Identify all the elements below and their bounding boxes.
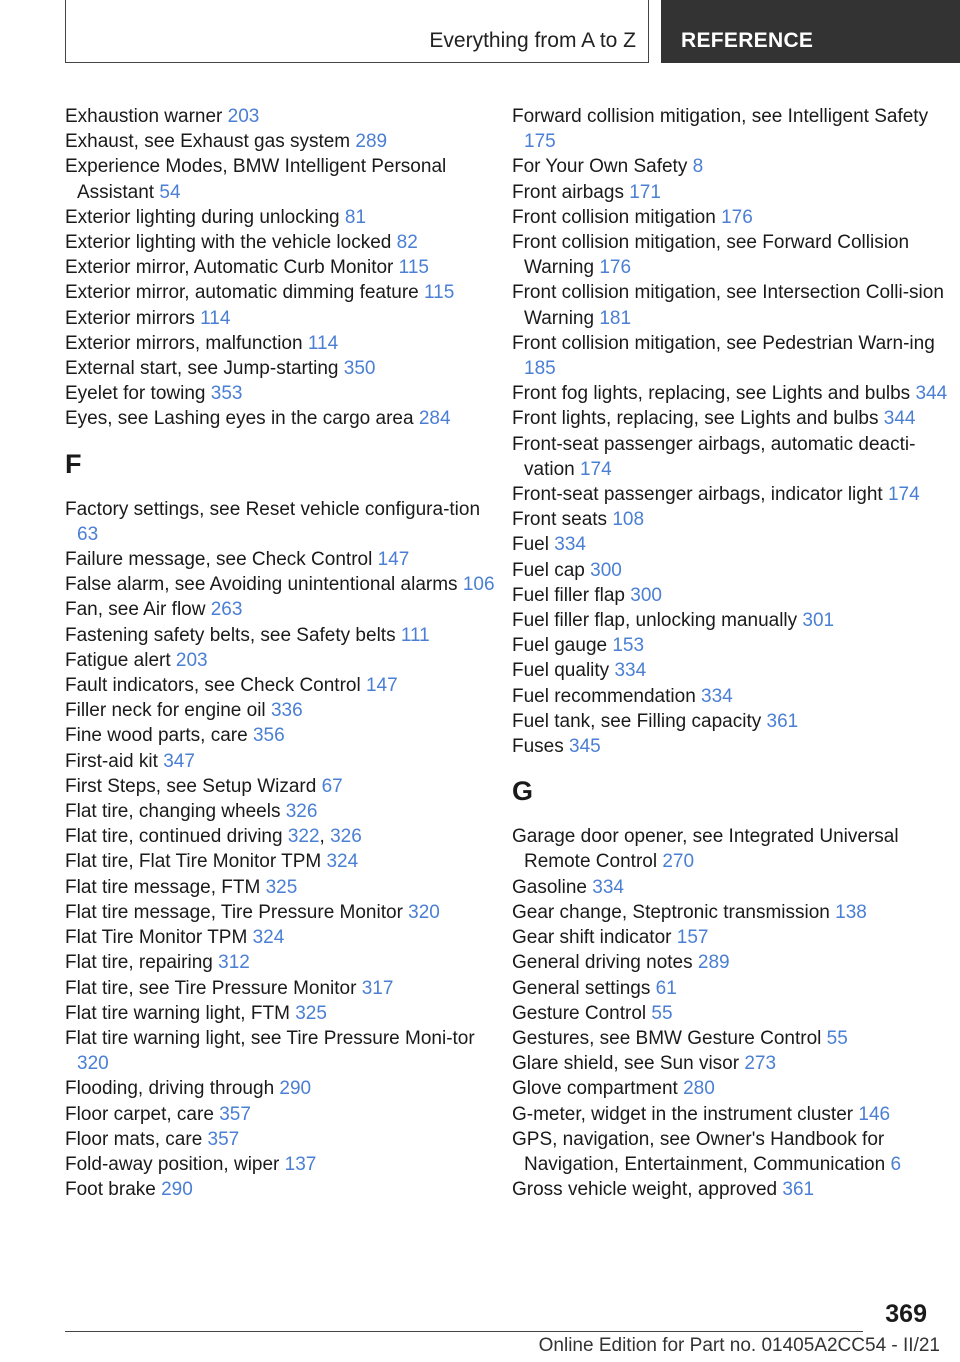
index-entry <box>512 1001 952 1026</box>
index-entry <box>65 1026 505 1076</box>
index-entry <box>512 658 952 683</box>
index-entry <box>512 950 952 975</box>
entry-list <box>65 497 505 1203</box>
index-entry <box>512 432 952 482</box>
entry-label: Eyelet for towing <box>65 383 206 405</box>
page-link[interactable]: 301 <box>802 610 835 632</box>
index-entry <box>512 104 952 154</box>
index-entry <box>512 205 952 230</box>
page-link[interactable]: 147 <box>365 675 398 697</box>
entry-label: Front collision mitigation, see Forward Collision Warning <box>512 232 910 279</box>
index-entry: Flat tire, continued driving 322, 326 <box>65 826 362 848</box>
entry-label: Gear shift indicator <box>512 927 672 949</box>
entry-label: Fuel recommendation <box>512 685 696 707</box>
index-entry <box>512 976 952 1001</box>
entry-label: Exterior mirror, Automatic Curb Monitor <box>65 257 394 279</box>
page-link[interactable]: 334 <box>592 876 624 898</box>
page-link[interactable]: 289 <box>697 952 730 974</box>
entry-label: Gasoline <box>512 876 587 898</box>
page-link[interactable]: 334 <box>701 685 733 707</box>
page-link[interactable]: 357 <box>219 1103 251 1125</box>
edition-text: Online Edition for Part no. 01405A2CC54 - II/21 <box>538 1335 940 1356</box>
index-entry <box>512 900 952 925</box>
index-entry <box>512 608 952 633</box>
page-link[interactable]: 289 <box>355 131 388 153</box>
entry-label: GPS, navigation, see Owner's Handbook for Navigation, Entertainment, Communication <box>512 1128 886 1175</box>
index-entry <box>65 255 505 280</box>
index-entry <box>512 230 952 280</box>
entry-label: Exhaustion warner <box>65 106 223 127</box>
page-link[interactable]: 324 <box>326 851 359 873</box>
entry-label: Fold-away position, wiper <box>65 1153 280 1175</box>
entry-label: Front-seat passenger airbags, indicator light <box>512 484 883 506</box>
page-link[interactable]: 67 <box>321 775 343 797</box>
index-entry <box>65 698 505 723</box>
index-entry <box>512 1076 952 1101</box>
page-link[interactable]: 55 <box>826 1027 848 1049</box>
page-link[interactable]: 137 <box>284 1153 317 1175</box>
entry-label: General driving notes <box>512 952 693 974</box>
page-number: 369 <box>885 1300 927 1328</box>
index-entry <box>512 583 952 608</box>
page-link[interactable]: 63 <box>77 523 99 545</box>
entry-label: First-aid kit <box>65 750 158 772</box>
page-link[interactable]: 290 <box>279 1078 312 1100</box>
page-link[interactable]: 61 <box>655 977 677 999</box>
page-link[interactable]: 270 <box>662 851 695 873</box>
index-entry <box>65 875 505 900</box>
index-entry <box>512 734 952 759</box>
index-entry <box>65 104 505 129</box>
page-link[interactable]: 8 <box>692 156 704 178</box>
entry-label: Glove compartment <box>512 1078 678 1100</box>
index-entry <box>65 406 505 431</box>
entry-label: Flat tire warning light, see Tire Pressure Moni‐tor <box>65 1027 475 1049</box>
page-link[interactable]: 300 <box>630 584 662 606</box>
index-entry <box>65 129 505 154</box>
entry-label: Fuel tank, see Filling capacity <box>512 710 762 732</box>
entry-label: Flat tire message, Tire Pressure Monitor <box>65 901 403 923</box>
page-link[interactable]: 350 <box>343 358 376 380</box>
page-link[interactable]: 280 <box>683 1078 715 1100</box>
index-entry <box>512 1026 952 1051</box>
index-entry <box>65 497 505 547</box>
section-letter-g: G <box>512 776 534 807</box>
entry-label: Flat Tire Monitor TPM <box>65 927 248 949</box>
index-entry <box>65 774 505 799</box>
entry-label: Flat tire, continued driving <box>65 826 283 848</box>
entry-label: False alarm, see Avoiding unintentional alarms <box>65 574 458 596</box>
index-entry <box>512 925 952 950</box>
page-link[interactable]: 336 <box>270 700 303 722</box>
index-column-right <box>512 104 952 1202</box>
entry-label: Fuel gauge <box>512 635 608 657</box>
entry-label: Flat tire, repairing <box>65 952 213 974</box>
entry-label: Experience Modes, BMW Intelligent Personal Assistant <box>65 156 447 203</box>
page-link[interactable]: 324 <box>252 927 285 949</box>
entry-label: G-meter, widget in the instrument cluster <box>512 1103 854 1125</box>
page-link[interactable]: 273 <box>744 1053 777 1075</box>
page-link[interactable]: 176 <box>721 206 753 228</box>
page-link[interactable]: 185 <box>524 358 556 380</box>
page-link[interactable]: 263 <box>210 599 243 621</box>
entry-label: Fuel cap <box>512 559 585 581</box>
header-tab <box>65 0 649 63</box>
page-link[interactable]: 115 <box>398 257 429 279</box>
page-link[interactable]: 326 <box>330 826 362 848</box>
page-link[interactable]: 55 <box>651 1002 673 1024</box>
entry-label: Garage door opener, see Integrated Universal Remote Control <box>512 826 899 873</box>
entry-label: Flooding, driving through <box>65 1078 275 1100</box>
entry-label: Exterior lighting during unlocking <box>65 206 340 228</box>
entry-label: External start, see Jump-starting <box>65 358 339 380</box>
section-label-box <box>661 0 960 63</box>
page-link[interactable]: 344 <box>915 383 948 405</box>
page-link[interactable]: 146 <box>858 1103 891 1125</box>
page-link[interactable]: 6 <box>890 1153 902 1175</box>
index-entry <box>65 1102 505 1127</box>
index-entry <box>65 205 505 230</box>
page-link[interactable]: 347 <box>163 750 195 772</box>
page-link[interactable]: 357 <box>207 1128 240 1150</box>
page-link[interactable]: 147 <box>377 549 410 571</box>
entry-label: Front-seat passenger airbags, automatic deacti‐vation <box>512 433 916 480</box>
index-entry <box>65 623 505 648</box>
index-entry <box>65 1152 505 1177</box>
entry-label: Forward collision mitigation, see Intelligent Safety <box>512 106 929 127</box>
header-title: Everything from A to Z <box>429 29 636 52</box>
index-entry <box>512 1102 952 1127</box>
page-link[interactable]: 322 <box>287 826 320 848</box>
page-link[interactable]: 108 <box>612 509 645 531</box>
page-link[interactable]: 106 <box>462 574 495 596</box>
entry-label: Gross vehicle weight, approved <box>512 1179 778 1201</box>
page-link[interactable]: 174 <box>887 484 920 506</box>
entry-label: Fatigue alert <box>65 649 171 671</box>
page-link[interactable]: 114 <box>307 332 339 354</box>
page-link[interactable]: 203 <box>175 649 208 671</box>
footer-divider <box>65 1331 863 1332</box>
entry-label: Fuel filler flap, unlocking manually <box>512 610 798 632</box>
index-entry <box>65 648 505 673</box>
page-link[interactable]: 114 <box>200 307 231 329</box>
page-link[interactable]: 317 <box>361 977 394 999</box>
entry-label: Exterior mirrors <box>65 307 195 329</box>
index-entry <box>512 684 952 709</box>
entry-label: Exterior lighting with the vehicle locked <box>65 232 392 254</box>
entry-label: Failure message, see Check Control <box>65 549 373 571</box>
entry-label: Gesture Control <box>512 1002 647 1024</box>
page-link[interactable]: 320 <box>408 901 440 923</box>
entry-label: Eyes, see Lashing eyes in the cargo area <box>65 408 414 430</box>
page-link[interactable]: 353 <box>210 383 243 405</box>
index-entry <box>512 1051 952 1076</box>
entry-list <box>512 824 952 1202</box>
index-entry <box>65 1127 505 1152</box>
index-entry <box>65 849 505 874</box>
index-entry <box>512 875 952 900</box>
entry-label: Front fog lights, replacing, see Lights and bulbs <box>512 383 911 405</box>
page-link[interactable]: 174 <box>579 458 612 480</box>
entry-label: Floor mats, care <box>65 1128 203 1150</box>
page-link[interactable]: 344 <box>883 408 916 430</box>
page-link[interactable]: 320 <box>77 1053 109 1075</box>
index-entry <box>65 749 505 774</box>
entry-label: Gear change, Steptronic transmission <box>512 901 830 923</box>
page-link[interactable]: 356 <box>252 725 285 747</box>
entry-label: Front collision mitigation, see Pedestrian Warn‐ing <box>512 332 935 354</box>
index-entry <box>512 482 952 507</box>
index-entry <box>512 280 952 330</box>
index-entry <box>65 331 505 356</box>
index-entry <box>512 532 952 557</box>
index-entry <box>65 572 505 597</box>
index-entry <box>65 673 505 698</box>
index-entry <box>512 180 952 205</box>
index-entry <box>65 976 505 1001</box>
page-link[interactable]: 153 <box>612 635 645 657</box>
page-link[interactable]: 334 <box>614 660 647 682</box>
entry-label: Exhaust, see Exhaust gas system <box>65 131 351 153</box>
entry-list <box>512 104 952 759</box>
index-entry <box>512 1177 952 1202</box>
entry-label: Front seats <box>512 509 608 531</box>
entry-label: Front lights, replacing, see Lights and bulbs <box>512 408 879 430</box>
entry-label: Fan, see Air flow <box>65 599 206 621</box>
entry-label: Flat tire warning light, FTM <box>65 1002 290 1024</box>
index-entry <box>65 356 505 381</box>
page-link[interactable]: 300 <box>590 559 622 581</box>
entry-label: Gestures, see BMW Gesture Control <box>512 1027 822 1049</box>
entry-label: Foot brake <box>65 1179 156 1201</box>
index-entry <box>65 381 505 406</box>
index-entry <box>512 154 952 179</box>
entry-label: Fuel quality <box>512 660 610 682</box>
index-entry <box>65 900 505 925</box>
entry-label: Fuel <box>512 534 549 556</box>
page-link[interactable]: 181 <box>599 307 632 329</box>
index-entry <box>512 331 952 381</box>
index-entry <box>512 1127 952 1177</box>
index-entry <box>65 1177 505 1202</box>
entry-label: Fuses <box>512 736 564 758</box>
index-entry <box>65 230 505 255</box>
index-entry <box>65 1001 505 1026</box>
section-label: REFERENCE <box>681 29 814 52</box>
index-entry <box>65 547 505 572</box>
page-link[interactable]: 361 <box>782 1179 815 1201</box>
index-entry <box>65 1076 505 1101</box>
index-entry <box>512 824 952 874</box>
index-entry <box>512 709 952 734</box>
index-entry <box>65 925 505 950</box>
entry-label: Exterior mirrors, malfunction <box>65 332 303 354</box>
entry-label: Front airbags <box>512 181 624 203</box>
entry-label: First Steps, see Setup Wizard <box>65 775 317 797</box>
index-entry <box>65 723 505 748</box>
page-link[interactable]: 203 <box>227 106 260 127</box>
index-entry <box>512 558 952 583</box>
index-column-left <box>65 104 505 1202</box>
index-entry <box>65 306 505 331</box>
entry-label: Glare shield, see Sun visor <box>512 1053 740 1075</box>
entry-label: General settings <box>512 977 651 999</box>
index-entry <box>65 597 505 622</box>
entry-label: Flat tire, see Tire Pressure Monitor <box>65 977 357 999</box>
entry-label: Fastening safety belts, see Safety belts <box>65 624 396 646</box>
page-link[interactable]: 284 <box>418 408 451 430</box>
page-link[interactable]: 326 <box>285 801 318 823</box>
page-link[interactable]: 325 <box>265 876 298 898</box>
index-entry <box>512 381 952 406</box>
entry-label: Factory settings, see Reset vehicle configura‐tion <box>65 498 481 520</box>
entry-label: Fuel filler flap <box>512 584 625 606</box>
index-entry <box>512 406 952 431</box>
index-entry <box>65 154 505 204</box>
entry-label: Exterior mirror, automatic dimming feature <box>65 282 419 304</box>
page-link[interactable]: 175 <box>524 131 556 153</box>
entry-list <box>65 104 505 432</box>
page-link[interactable]: 82 <box>396 232 418 254</box>
entry-label: Filler neck for engine oil <box>65 700 266 722</box>
page-link[interactable]: 345 <box>569 736 601 758</box>
page-link[interactable]: 325 <box>295 1002 327 1024</box>
entry-label: Flat tire, changing wheels <box>65 801 281 823</box>
entry-label: Front collision mitigation, see Intersection Colli‐sion Warning <box>512 282 944 329</box>
index-entry <box>512 507 952 532</box>
page-link[interactable]: 361 <box>766 710 799 732</box>
page-link[interactable]: 111 <box>400 624 430 646</box>
entry-label: Fine wood parts, care <box>65 725 248 747</box>
index-entry <box>65 799 505 824</box>
page-link[interactable]: 290 <box>161 1179 193 1201</box>
entry-label: For Your Own Safety <box>512 156 688 178</box>
page-link[interactable]: 171 <box>629 181 661 203</box>
entry-label: Fault indicators, see Check Control <box>65 675 361 697</box>
entry-label: Flat tire message, FTM <box>65 876 261 898</box>
page-link[interactable]: 81 <box>344 206 367 228</box>
index-entry <box>65 280 505 305</box>
page-link[interactable]: 115 <box>424 282 455 304</box>
entry-label: Front collision mitigation <box>512 206 716 228</box>
page-link[interactable]: 157 <box>676 927 709 949</box>
section-letter-f: F <box>65 448 82 479</box>
entry-label: Flat tire, Flat Tire Monitor TPM <box>65 851 322 873</box>
index-entry <box>512 633 952 658</box>
page-link[interactable]: 312 <box>218 952 250 974</box>
index-entry <box>65 950 505 975</box>
page-link[interactable]: 334 <box>554 534 586 556</box>
entry-label: Floor carpet, care <box>65 1103 214 1125</box>
page-link[interactable]: 176 <box>599 257 632 279</box>
page-link[interactable]: 54 <box>159 181 181 203</box>
page-link[interactable]: 138 <box>835 901 867 923</box>
